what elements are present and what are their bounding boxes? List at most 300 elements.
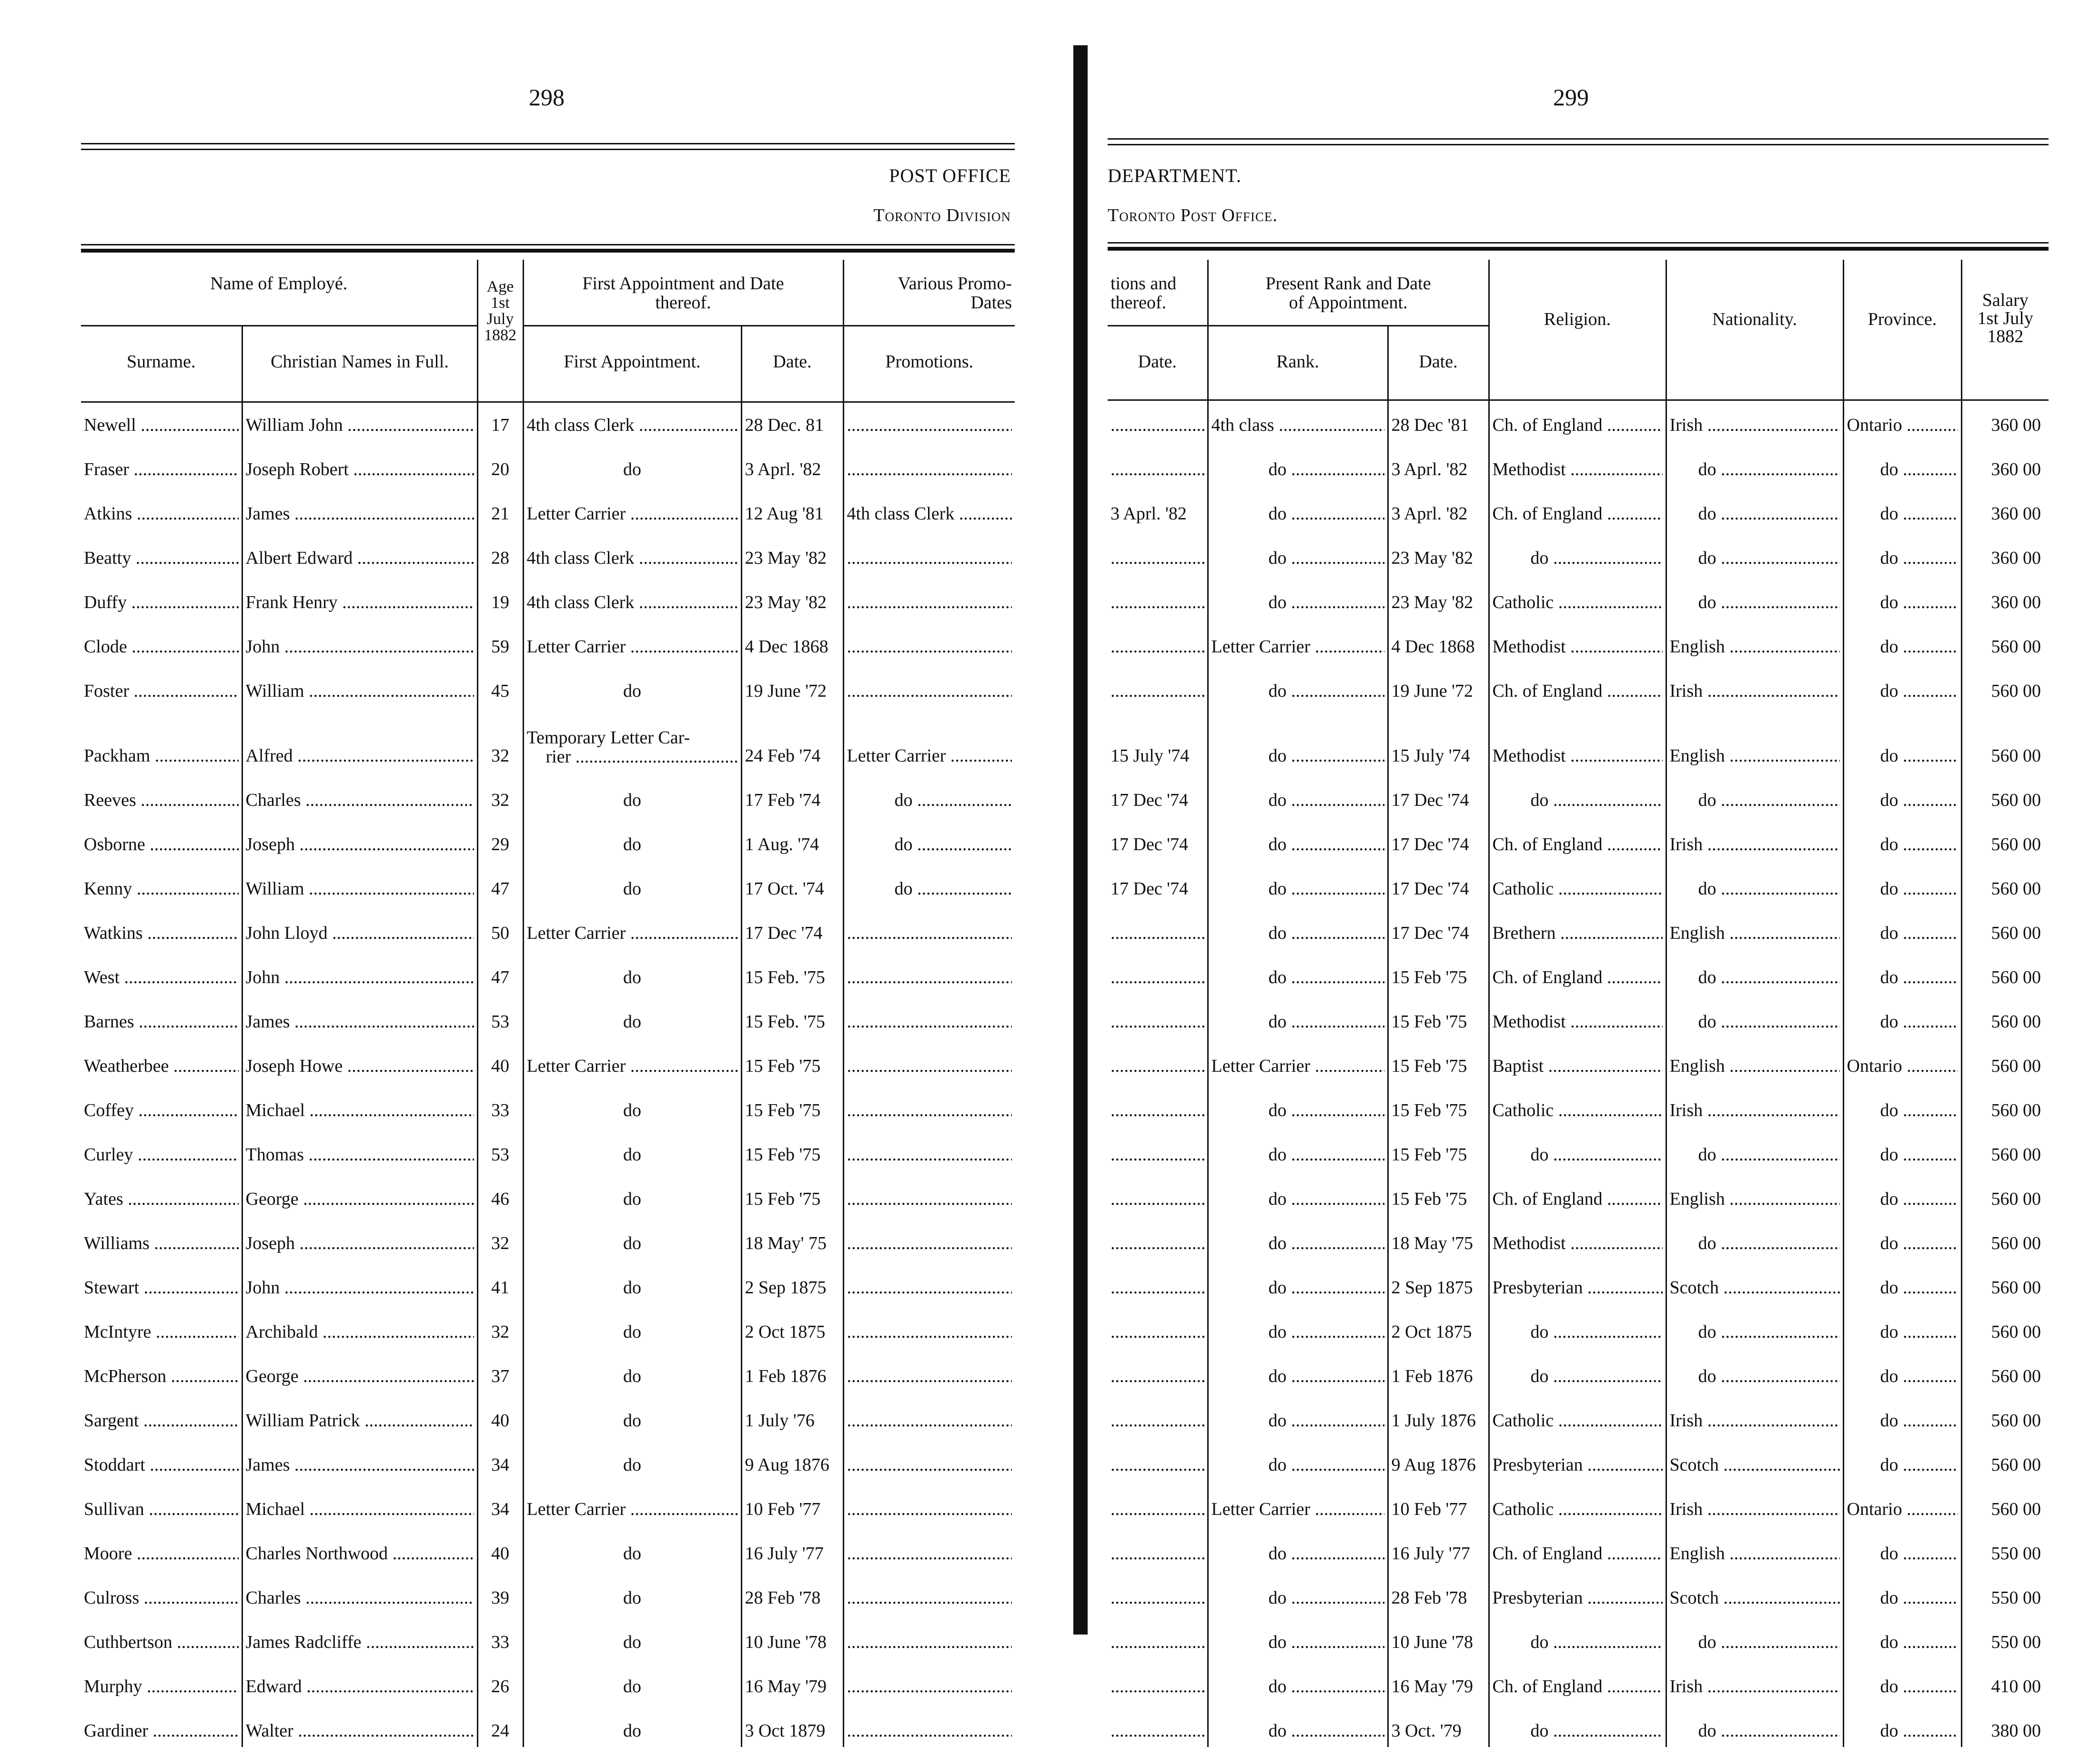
rank-cell: do ..... [1208, 663, 1388, 707]
rank-date-cell: 28 Dec '81 [1388, 397, 1489, 441]
salary-cell: 550 00 [1961, 1614, 2049, 1658]
header-subtitle: Toronto Post Office. [1108, 205, 1278, 225]
table-row [1108, 441, 2049, 486]
first-date-cell: 17 Dec '74 [741, 905, 843, 949]
table-row [81, 1348, 1015, 1392]
salary-cell: 560 00 [1961, 905, 2049, 949]
first-date-cell: 1 July '76 [741, 1392, 843, 1437]
salary-cell: 560 00 [1961, 1127, 2049, 1171]
age-cell: 40 [477, 1525, 523, 1570]
salary-cell: 410 00 [1961, 1658, 2049, 1703]
first-appointment-cell: Letter Carrier ..... [523, 619, 741, 663]
promotions-continued-header: tions and thereof. [1108, 260, 1208, 325]
promotion-cell [843, 1614, 1015, 1658]
religion-cell: Brethern ..... [1489, 905, 1666, 949]
christian-names-cell: Michael ..... [242, 1082, 477, 1127]
promotion-cell [843, 1215, 1015, 1259]
salary-cell: 560 00 [1961, 1392, 2049, 1437]
nationality-cell: English ..... [1666, 1038, 1843, 1082]
table-row [81, 1304, 1015, 1348]
age-cell: 47 [477, 949, 523, 994]
divider [81, 244, 1015, 245]
table-row [81, 397, 1015, 441]
surname-cell: Gardiner ..... [81, 1703, 242, 1747]
rank-cell: do ..... [1208, 905, 1388, 949]
salary-cell: 360 00 [1961, 441, 2049, 486]
rank-cell: do ..... [1208, 1215, 1388, 1259]
christian-names-cell: William ..... [242, 861, 477, 905]
salary-cell: 560 00 [1961, 1437, 2049, 1481]
table-row [81, 574, 1015, 619]
province-cell: do ..... [1843, 1525, 1961, 1570]
nationality-cell: do ..... [1666, 574, 1843, 619]
first-appointment-cell: do [523, 1437, 741, 1481]
rank-cell: do ..... [1208, 1082, 1388, 1127]
present-rank-group-header: Present Rank and Date of Appointment. [1208, 260, 1489, 325]
first-date-cell: 2 Sep 1875 [741, 1259, 843, 1304]
table-row [1108, 1215, 2049, 1259]
first-appointment-cell: do [523, 1525, 741, 1570]
rank-cell: do ..... [1208, 1171, 1388, 1215]
employee-table-right [1108, 260, 2049, 1747]
table-row [1108, 1703, 2049, 1747]
province-cell: do ..... [1843, 530, 1961, 574]
rank-cell: do ..... [1208, 1392, 1388, 1437]
promotion-date-cell [1108, 1437, 1208, 1481]
table-row [1108, 1570, 2049, 1614]
surname-cell: Newell ..... [81, 397, 242, 441]
table-row [1108, 949, 2049, 994]
first-date-cell: 18 May' 75 [741, 1215, 843, 1259]
religion-cell: do ..... [1489, 1127, 1666, 1171]
salary-cell: 560 00 [1961, 949, 2049, 994]
divider [1108, 242, 2049, 244]
christian-names-cell: Thomas ..... [242, 1127, 477, 1171]
table-row [81, 441, 1015, 486]
christian-names-cell: Joseph ..... [242, 816, 477, 861]
religion-cell: Ch. of England ..... [1489, 1658, 1666, 1703]
first-appointment-header: First Appointment. [523, 325, 741, 397]
table-row [1108, 1082, 2049, 1127]
surname-cell: Beatty ..... [81, 530, 242, 574]
christian-names-cell: John ..... [242, 619, 477, 663]
province-cell: do ..... [1843, 1259, 1961, 1304]
first-appointment-cell: do [523, 1348, 741, 1392]
province-cell: do ..... [1843, 1304, 1961, 1348]
nationality-cell: do ..... [1666, 772, 1843, 816]
age-cell: 45 [477, 663, 523, 707]
promotions-header: Promotions. [843, 325, 1015, 397]
promotion-date-cell [1108, 663, 1208, 707]
table-row [1108, 816, 2049, 861]
promotion-date-cell: 15 July '74 [1111, 746, 1190, 766]
christian-names-cell: Walter ..... [242, 1703, 477, 1747]
age-cell: 40 [477, 1392, 523, 1437]
first-date-cell: 24 Feb '74 [741, 707, 843, 772]
age-cell: 47 [477, 861, 523, 905]
christian-names-cell: John ..... [242, 1259, 477, 1304]
table-row [81, 619, 1015, 663]
first-date-cell: 19 June '72 [741, 663, 843, 707]
religion-cell: Methodist ..... [1489, 707, 1666, 772]
age-cell: 41 [477, 1259, 523, 1304]
table-row [1108, 1437, 2049, 1481]
first-appointment-cell: do [523, 861, 741, 905]
nationality-cell: do ..... [1666, 1614, 1843, 1658]
rank-date-cell: 17 Dec '74 [1388, 816, 1489, 861]
province-cell: Ontario ..... [1843, 1481, 1961, 1525]
surname-cell: Coffey ..... [81, 1082, 242, 1127]
age-cell: 21 [477, 486, 523, 530]
first-appointment-cell: do [523, 663, 741, 707]
nationality-cell: Irish ..... [1666, 1658, 1843, 1703]
christian-names-cell: Edward ..... [242, 1658, 477, 1703]
rank-date-cell: 16 May '79 [1388, 1658, 1489, 1703]
promotion-date-cell: 17 Dec '74 [1111, 879, 1189, 899]
table-row [1108, 772, 2049, 816]
promotion-cell [843, 530, 1015, 574]
promotion-date-cell [1108, 1525, 1208, 1570]
first-appointment-cell: do [523, 1082, 741, 1127]
promotion-date-cell [1108, 1259, 1208, 1304]
age-cell: 32 [477, 772, 523, 816]
surname-cell: Stewart ..... [81, 1259, 242, 1304]
divider [81, 143, 1015, 144]
header-title: POST OFFICE [889, 165, 1011, 186]
table-row [1108, 1392, 2049, 1437]
surname-cell: Culross ..... [81, 1570, 242, 1614]
promotion-date-cell [1108, 1392, 1208, 1437]
age-cell: 32 [477, 707, 523, 772]
header-subtitle: Toronto Division [873, 205, 1011, 225]
rank-cell: do ..... [1208, 1304, 1388, 1348]
first-appointment-cell: 4th class Clerk ..... [523, 397, 741, 441]
promotion-date-cell [1108, 1082, 1208, 1127]
religion-cell: Catholic ..... [1489, 861, 1666, 905]
christian-names-cell: James ..... [242, 486, 477, 530]
promotion-date-cell [1108, 1614, 1208, 1658]
first-appointment-cell: Letter Carrier ..... [523, 486, 741, 530]
province-cell: do ..... [1843, 1348, 1961, 1392]
table-row [81, 1215, 1015, 1259]
salary-cell: 560 00 [1961, 994, 2049, 1038]
table-row [81, 1614, 1015, 1658]
surname-cell: Osborne ..... [81, 816, 242, 861]
province-cell: do ..... [1843, 1658, 1961, 1703]
first-appointment-cell: do [523, 949, 741, 994]
rank-date-cell: 15 Feb '75 [1388, 994, 1489, 1038]
first-appointment-cell: do [523, 1171, 741, 1215]
promotion-date-cell [1108, 574, 1208, 619]
rank-date-cell: 3 Aprl. '82 [1388, 486, 1489, 530]
rank-cell: do ..... [1208, 530, 1388, 574]
nationality-cell: Irish ..... [1666, 816, 1843, 861]
rank-date-cell: 4 Dec 1868 [1388, 619, 1489, 663]
province-cell: do ..... [1843, 1614, 1961, 1658]
first-appointment-cell: do [523, 1127, 741, 1171]
table-row [81, 530, 1015, 574]
promotion-date-cell: 17 Dec '74 [1111, 834, 1189, 854]
name-group-header: Name of Employé. [81, 260, 477, 325]
religion-cell: Methodist ..... [1489, 619, 1666, 663]
table-row [1108, 530, 2049, 574]
rank-date-cell: 15 Feb '75 [1388, 949, 1489, 994]
christian-names-cell: William Patrick ..... [242, 1392, 477, 1437]
first-appointment-cell: do [523, 1570, 741, 1614]
age-cell: 20 [477, 441, 523, 486]
surname-cell: Atkins ..... [81, 486, 242, 530]
religion-cell: Catholic ..... [1489, 574, 1666, 619]
promotion-date-cell [1108, 1215, 1208, 1259]
age-cell: 46 [477, 1171, 523, 1215]
rank-date-cell: 28 Feb '78 [1388, 1570, 1489, 1614]
province-cell: Ontario ..... [1843, 1038, 1961, 1082]
nationality-cell: Scotch ..... [1666, 1437, 1843, 1481]
divider [81, 249, 1015, 253]
rank-date-cell: 3 Aprl. '82 [1388, 441, 1489, 486]
table-row [1108, 619, 2049, 663]
province-cell: do ..... [1843, 994, 1961, 1038]
salary-cell: 360 00 [1961, 486, 2049, 530]
christian-names-cell: William John ..... [242, 397, 477, 441]
promotion-date-cell [1108, 1304, 1208, 1348]
first-date-cell: 16 July '77 [741, 1525, 843, 1570]
table-row [81, 905, 1015, 949]
table-row [81, 1481, 1015, 1525]
rank-cell: do ..... [1208, 574, 1388, 619]
table-row [81, 1570, 1015, 1614]
first-appointment-cell: Letter Carrier ..... [523, 1038, 741, 1082]
religion-cell: do ..... [1489, 1304, 1666, 1348]
promotion-cell [843, 905, 1015, 949]
province-cell: do ..... [1843, 486, 1961, 530]
table-row [81, 707, 1015, 772]
promotion-date-header: Date. [1138, 351, 1177, 372]
religion-cell: Ch. of England ..... [1489, 486, 1666, 530]
table-row [1108, 574, 2049, 619]
page-number: 299 [1553, 84, 1589, 111]
age-cell: 33 [477, 1082, 523, 1127]
first-date-cell: 10 June '78 [741, 1614, 843, 1658]
first-date-cell: 15 Feb '75 [741, 1082, 843, 1127]
christian-names-cell: James ..... [242, 994, 477, 1038]
christian-names-cell: John ..... [242, 949, 477, 994]
nationality-cell: Scotch ..... [1666, 1570, 1843, 1614]
province-cell: do ..... [1843, 663, 1961, 707]
religion-cell: Catholic ..... [1489, 1481, 1666, 1525]
province-cell: do ..... [1843, 949, 1961, 994]
left-table-body [81, 397, 1015, 1747]
religion-cell: Ch. of England ..... [1489, 1171, 1666, 1215]
promotion-date-cell [1108, 397, 1208, 441]
surname-cell: Murphy ..... [81, 1658, 242, 1703]
rank-cell: do ..... [1208, 1614, 1388, 1658]
first-date-cell: 28 Dec. 81 [741, 397, 843, 441]
rank-cell: do ..... [1208, 1127, 1388, 1171]
rank-cell: do ..... [1208, 1437, 1388, 1481]
page-number: 298 [529, 84, 565, 111]
promotion-cell [843, 1038, 1015, 1082]
promotion-cell [843, 397, 1015, 441]
age-cell: 50 [477, 905, 523, 949]
age-cell: 59 [477, 619, 523, 663]
province-cell: do ..... [1843, 772, 1961, 816]
divider [81, 149, 1015, 150]
rank-date-cell: 23 May '82 [1388, 574, 1489, 619]
table-row [81, 1525, 1015, 1570]
rank-date-cell: 23 May '82 [1388, 530, 1489, 574]
province-cell: do ..... [1843, 441, 1961, 486]
first-appointment-cell: do [523, 1614, 741, 1658]
province-cell: do ..... [1843, 1437, 1961, 1481]
first-appointment-cell: do [523, 1658, 741, 1703]
surname-cell: Stoddart ..... [81, 1437, 242, 1481]
rank-cell: do ..... [1208, 486, 1388, 530]
promotion-date-cell [1108, 1038, 1208, 1082]
surname-header: Surname. [126, 351, 196, 372]
rank-date-cell: 18 May '75 [1388, 1215, 1489, 1259]
salary-cell: 560 00 [1961, 1215, 2049, 1259]
religion-cell: Methodist ..... [1489, 1215, 1666, 1259]
table-row [81, 663, 1015, 707]
rank-date-cell: 15 July '74 [1388, 707, 1489, 772]
christian-names-cell: William ..... [242, 663, 477, 707]
province-cell: do ..... [1843, 1215, 1961, 1259]
christian-names-cell: Charles ..... [242, 772, 477, 816]
age-cell: 19 [477, 574, 523, 619]
first-appointment-cell: 4th class Clerk ..... [523, 574, 741, 619]
table-row [1108, 1348, 2049, 1392]
promotion-cell [843, 441, 1015, 486]
religion-cell: do ..... [1489, 1703, 1666, 1747]
surname-cell: Sullivan ..... [81, 1481, 242, 1525]
left-page [81, 0, 1015, 1741]
christian-names-cell: Archibald ..... [242, 1304, 477, 1348]
nationality-cell: English ..... [1666, 619, 1843, 663]
christian-names-cell: Joseph Howe ..... [242, 1038, 477, 1082]
first-date-cell: 9 Aug 1876 [741, 1437, 843, 1481]
salary-cell: 360 00 [1961, 397, 2049, 441]
rank-cell: Letter Carrier ..... [1208, 1038, 1388, 1082]
surname-cell: Clode ..... [81, 619, 242, 663]
promotion-cell [843, 1392, 1015, 1437]
rank-cell: do ..... [1208, 861, 1388, 905]
table-row [81, 994, 1015, 1038]
book-spine [1073, 45, 1088, 1635]
surname-cell: Kenny ..... [81, 861, 242, 905]
nationality-cell: English ..... [1666, 1525, 1843, 1570]
rank-cell: do ..... [1208, 772, 1388, 816]
first-date-header: Date. [741, 325, 843, 397]
religion-cell: Presbyterian ..... [1489, 1570, 1666, 1614]
promotion-date-cell [1108, 619, 1208, 663]
province-cell: do ..... [1843, 707, 1961, 772]
first-appointment-cell: Letter Carrier ..... [523, 905, 741, 949]
surname-cell: Reeves ..... [81, 772, 242, 816]
surname-cell: West ..... [81, 949, 242, 994]
table-row [81, 772, 1015, 816]
nationality-cell: do ..... [1666, 1703, 1843, 1747]
first-date-cell: 3 Oct 1879 [741, 1703, 843, 1747]
nationality-header: Nationality. [1666, 260, 1843, 397]
nationality-cell: Irish ..... [1666, 1392, 1843, 1437]
table-row [1108, 1127, 2049, 1171]
promotion-date-cell [1108, 441, 1208, 486]
header-title: DEPARTMENT. [1108, 165, 1242, 186]
religion-cell: Ch. of England ..... [1489, 949, 1666, 994]
rank-date-cell: 2 Oct 1875 [1388, 1304, 1489, 1348]
age-header: Age 1st July 1882 [477, 260, 523, 397]
religion-cell: Catholic ..... [1489, 1082, 1666, 1127]
first-date-cell: 23 May '82 [741, 574, 843, 619]
first-appointment-cell: 4th class Clerk ..... [523, 530, 741, 574]
first-appointment-cell: do [523, 1703, 741, 1747]
promotion-date-cell [1108, 905, 1208, 949]
promotion-cell [843, 1525, 1015, 1570]
promotion-cell [843, 1348, 1015, 1392]
religion-cell: Ch. of England ..... [1489, 816, 1666, 861]
nationality-cell: do ..... [1666, 441, 1843, 486]
rank-date-cell: 1 Feb 1876 [1388, 1348, 1489, 1392]
table-row [81, 486, 1015, 530]
promotion-date-cell: 17 Dec '74 [1111, 790, 1189, 810]
surname-cell: Moore ..... [81, 1525, 242, 1570]
province-cell: do ..... [1843, 619, 1961, 663]
rank-cell: do ..... [1208, 441, 1388, 486]
age-cell: 26 [477, 1658, 523, 1703]
age-cell: 53 [477, 1127, 523, 1171]
province-cell: do ..... [1843, 1127, 1961, 1171]
promotion-cell [843, 619, 1015, 663]
nationality-cell: do ..... [1666, 1348, 1843, 1392]
nationality-cell: Irish ..... [1666, 397, 1843, 441]
promotion-cell [843, 1570, 1015, 1614]
first-date-cell: 15 Feb '75 [741, 1038, 843, 1082]
age-cell: 39 [477, 1570, 523, 1614]
rank-cell: do ..... [1208, 994, 1388, 1038]
surname-cell: Barnes ..... [81, 994, 242, 1038]
rank-cell: do ..... [1208, 1658, 1388, 1703]
christian-names-cell: Joseph Robert ..... [242, 441, 477, 486]
table-row [81, 1658, 1015, 1703]
nationality-cell: do ..... [1666, 1304, 1843, 1348]
table-row [1108, 663, 2049, 707]
nationality-cell: do ..... [1666, 994, 1843, 1038]
province-cell: do ..... [1843, 1392, 1961, 1437]
province-cell: do ..... [1843, 574, 1961, 619]
table-row [81, 1127, 1015, 1171]
divider [1108, 138, 2049, 140]
surname-cell: Weatherbee ..... [81, 1038, 242, 1082]
surname-cell: McIntyre ..... [81, 1304, 242, 1348]
rank-cell: Letter Carrier ..... [1208, 1481, 1388, 1525]
rank-date-cell: 1 July 1876 [1388, 1392, 1489, 1437]
salary-cell: 560 00 [1961, 1038, 2049, 1082]
nationality-cell: English ..... [1666, 1171, 1843, 1215]
religion-cell: do ..... [1489, 1348, 1666, 1392]
rank-cell: do ..... [1208, 1703, 1388, 1747]
promotion-date-cell [1108, 1570, 1208, 1614]
province-cell: Ontario ..... [1843, 397, 1961, 441]
rank-date-cell: 9 Aug 1876 [1388, 1437, 1489, 1481]
rank-date-cell: 15 Feb '75 [1388, 1082, 1489, 1127]
religion-header: Religion. [1489, 260, 1666, 397]
salary-cell: 550 00 [1961, 1525, 2049, 1570]
rank-date-cell: 15 Feb '75 [1388, 1127, 1489, 1171]
table-row [1108, 1304, 2049, 1348]
promotion-cell [843, 1658, 1015, 1703]
promotion-date-cell [1108, 949, 1208, 994]
